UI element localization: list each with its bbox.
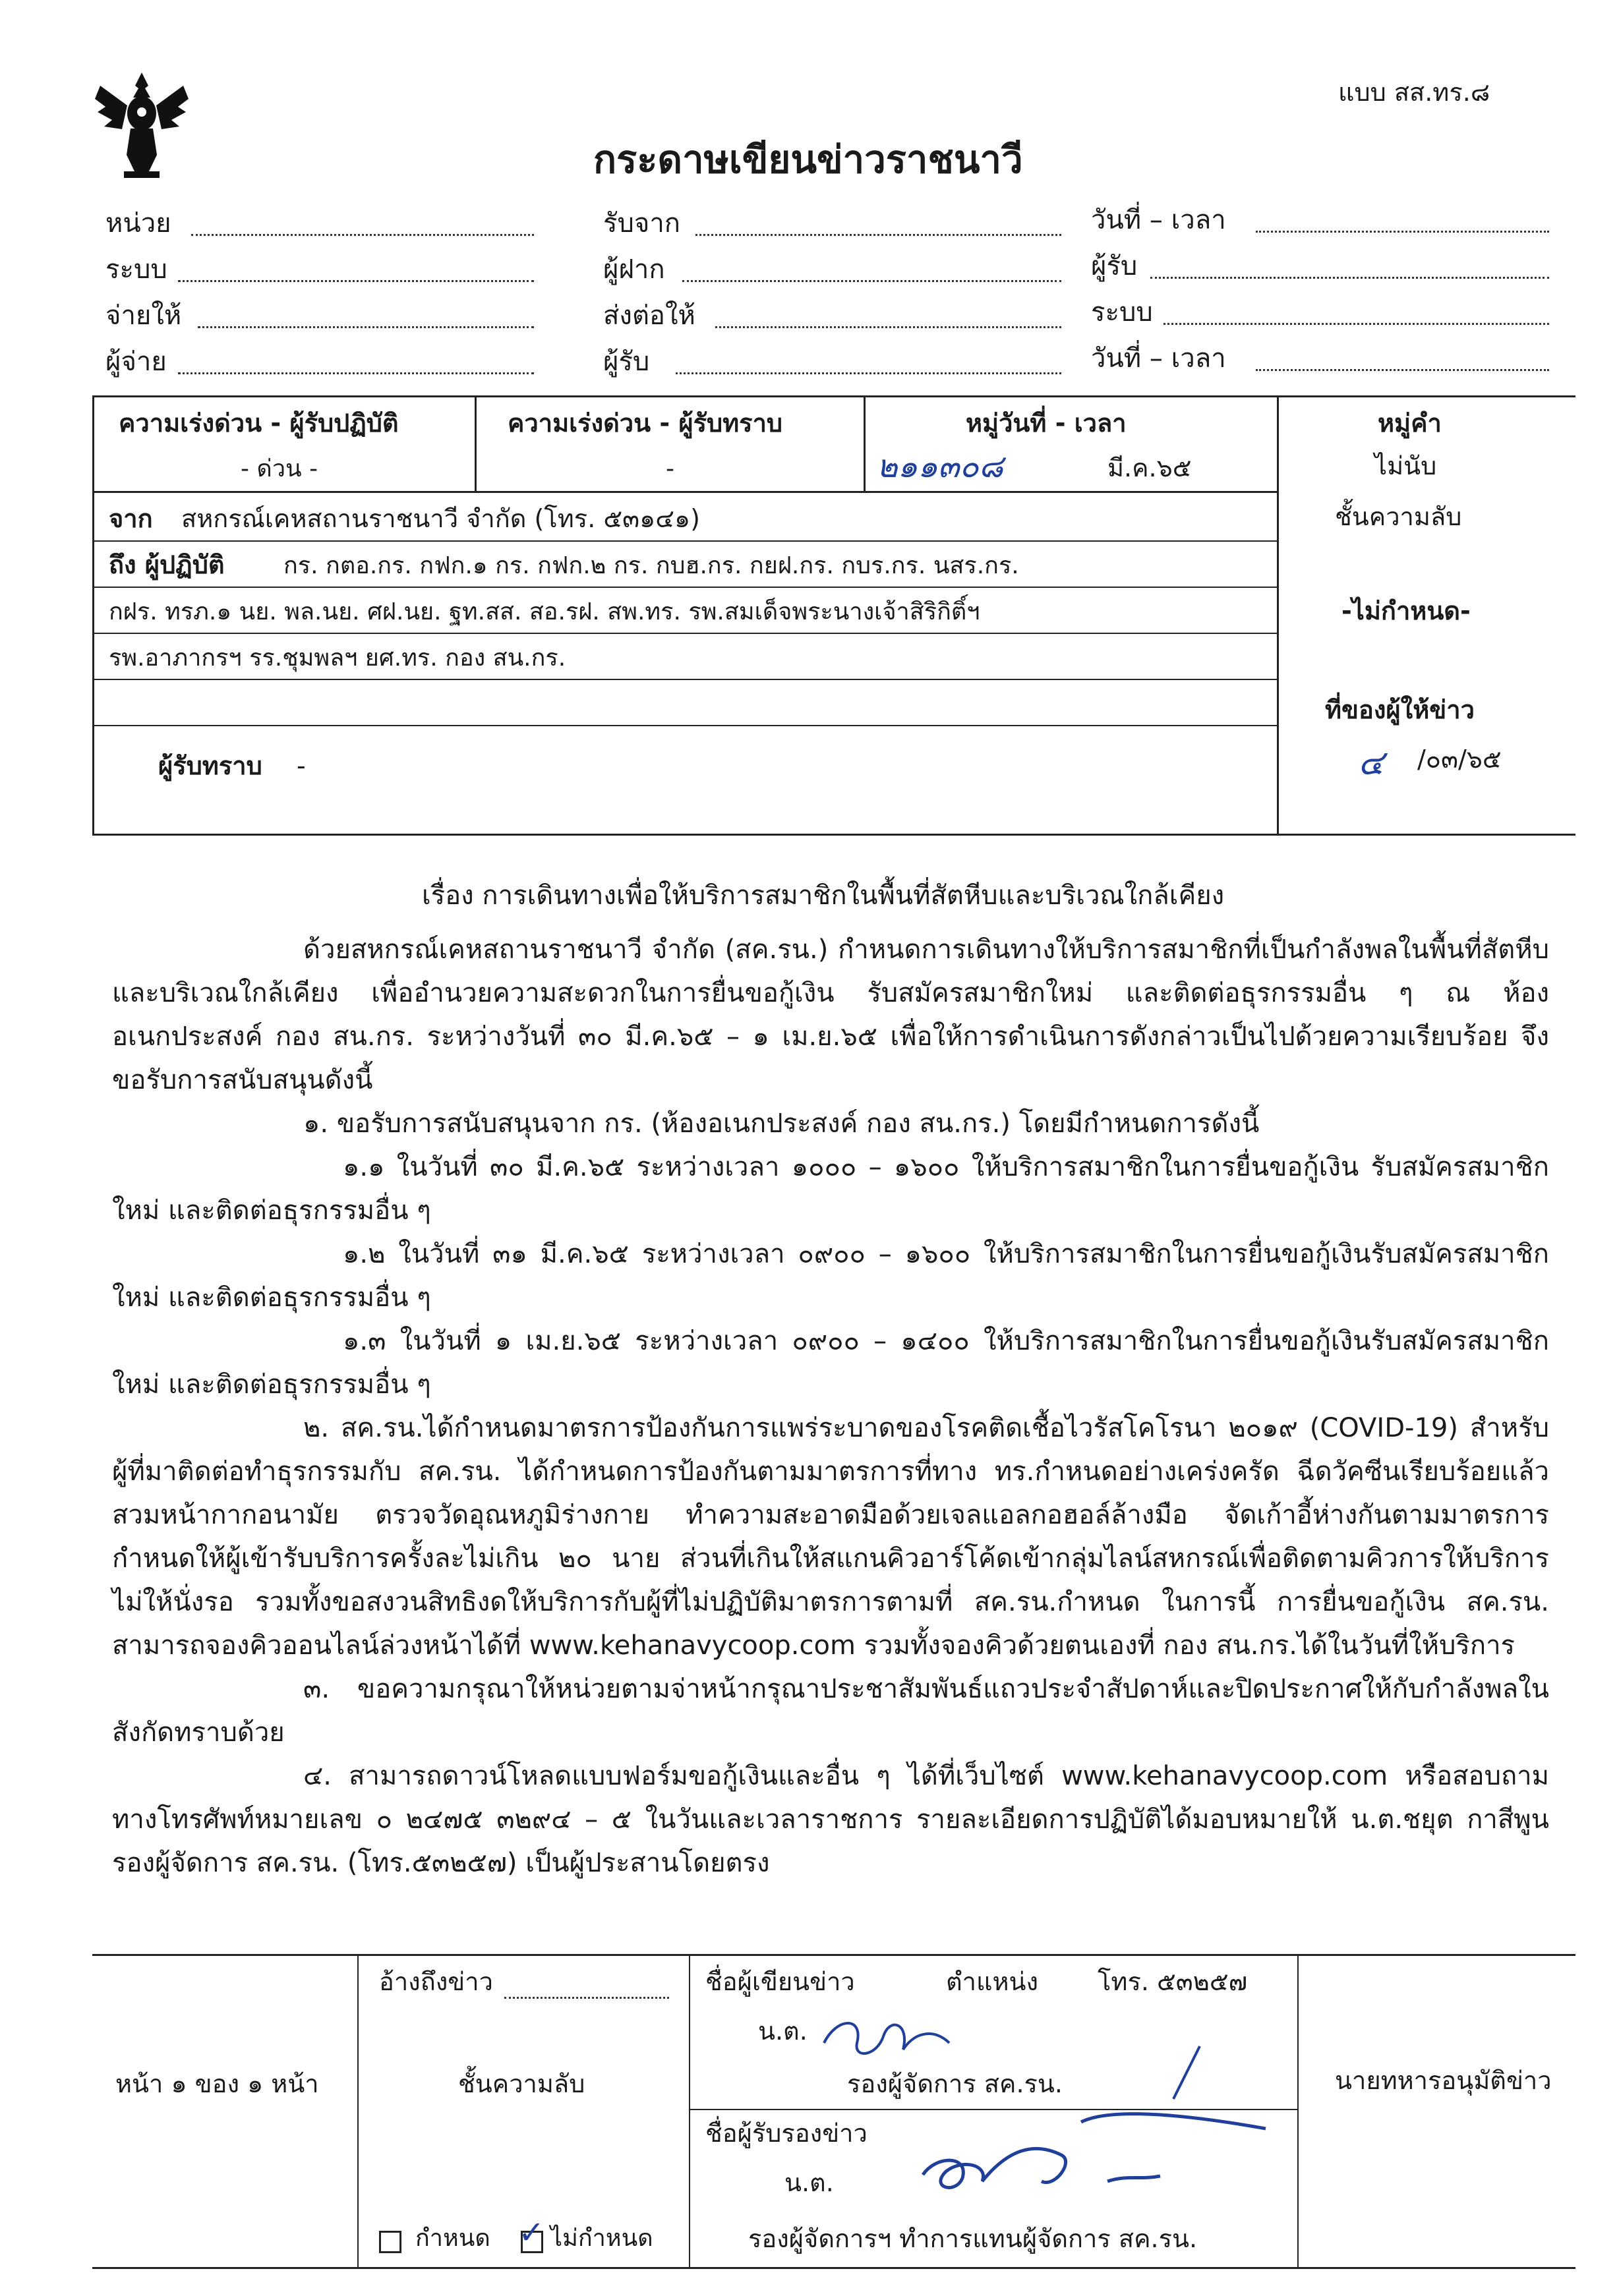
writer-phone: โทร. ๕๓๒๕๗ [1098, 1967, 1248, 1996]
field-receiver-line[interactable] [676, 372, 1061, 374]
item-4: ๔. สามารถดาวน์โหลดแบบฟอร์มขอกู้เงินและอื่น ๆ ได้ที่เว็บไซต์ www.kehanavycoop.com หรือสอบถามทางโทรศัพท์หมายเลข ๐ ๒๔๗๕ ๓๒๙๔ – ๕ ในวันและเวลาราชการ รายละเอียดการปฏิบัติได้มอบหมายให้ น.ต.ชยุต กาสีพูน รองผู้จัดการ สค.รน. (โทร.๕๓๒๕๗) เป็นผู้ประสานโดยตรง [112, 1761, 1549, 1878]
classification-label: ชั้นความลับ [1335, 502, 1462, 531]
field-forward-to-label: ส่งต่อให้ [603, 301, 695, 331]
field-payer-label: ผู้จ่าย [105, 347, 167, 377]
info-label: ผู้รับทราบ [158, 751, 262, 780]
dtg-value: ๒๑๑๓๐๘ [877, 448, 1003, 485]
field-system-label: ระบบ [105, 254, 167, 285]
reference-line[interactable] [504, 1997, 669, 1999]
field-system2-label: ระบบ [1091, 297, 1153, 328]
field-forward-to-line[interactable] [715, 326, 1061, 328]
item-1: ๑. ขอรับการสนับสนุนจาก กร. (ห้องอเนกประสงค์ กอง สน.กร.) โดยมีกำหนดการดังนี้ [303, 1108, 1260, 1139]
certifier-title: รองผู้จัดการฯ ทำการแทนผู้จัดการ สค.รน. [748, 2224, 1198, 2253]
field-payer-line[interactable] [178, 372, 534, 374]
footer-classification-label: ชั้นความลับ [458, 2069, 585, 2098]
field-system2-line[interactable] [1163, 323, 1549, 325]
writer-title: รองผู้จัดการ สค.รน. [847, 2069, 1063, 2098]
subject-line: เรื่อง การเดินทางเพื่อให้บริการสมาชิกในพื้นที่สัตหีบและบริเวณใกล้เคียง [422, 880, 1225, 911]
field-received-from-label: รับจาก [603, 208, 680, 239]
writer-name-label: ชื่อผู้เขียนข่าว [705, 1967, 855, 1996]
writer-initial-mark [1167, 2043, 1206, 2105]
to-label: ถึง ผู้ปฏิบัติ [109, 550, 225, 579]
field-datetime2-line[interactable] [1256, 369, 1549, 371]
urgency-info-label: ความเร่งด่วน - ผู้รับทราบ [508, 409, 783, 438]
undefined-option-label: ไม่กำหนด [550, 2225, 653, 2252]
dtg-month: มี.ค.๖๕ [1107, 453, 1192, 482]
urgency-info-value: - [666, 455, 674, 482]
position-label: ตำแหน่ง [946, 1967, 1039, 1996]
field-pay-to-line[interactable] [198, 326, 534, 328]
to-line-1: กร. กตอ.กร. กฟก.๑ กร. กฟก.๒ กร. กบฮ.กร. กยฝ.กร. กบร.กร. นสร.กร. [283, 552, 1019, 579]
defined-option-label: กำหนด [415, 2225, 490, 2252]
certifier-label: ชื่อผู้รับรองข่าว [705, 2119, 868, 2148]
field-recipient-label: ผู้รับ [1091, 251, 1138, 281]
item-1-2: ๑.๒ ในวันที่ ๓๑ มี.ค.๖๕ ระหว่างเวลา ๐๙๐๐ – ๑๖๐๐ ให้บริการสมาชิกในการยื่นขอกู้เงินรับสมัครสมาชิกใหม่ และติดต่อธุรกรรมอื่น ๆ [112, 1239, 1549, 1313]
field-receiver-label: ผู้รับ [603, 347, 650, 377]
item-3: ๓. ขอความกรุณาให้หน่วยตามจ่าหน้ากรุณาประชาสัมพันธ์แถวประจำสัปดาห์และปิดประกาศให้กับกำลังพลในสังกัดทราบด้วย [112, 1674, 1549, 1748]
field-depositor-label: ผู้ฝาก [603, 254, 665, 285]
classification-value: -ไม่กำหนด- [1341, 596, 1471, 625]
field-depositor-line[interactable] [682, 280, 1061, 282]
word-count-label: หมู่คำ [1378, 409, 1442, 438]
field-unit-line[interactable] [191, 234, 534, 236]
writer-signature [817, 2003, 962, 2072]
defined-checkbox[interactable] [379, 2231, 401, 2253]
page-count: หน้า ๑ ของ ๑ หน้า [115, 2069, 319, 2098]
to-line-2: กฝร. ทรภ.๑ นย. พล.นย. ศฝ.นย. ฐท.สส. สอ.รฝ. สพ.ทร. รพ.สมเด็จพระนางเจ้าสิริกิติ์ฯ [109, 598, 980, 625]
to-line-3: รพ.อาภากรฯ รร.ชุมพลฯ ยศ.ทร. กอง สน.กร. [109, 645, 566, 672]
word-count-value: ไม่นับ [1374, 451, 1437, 480]
writer-rank: น.ต. [758, 2017, 808, 2046]
field-system-line[interactable] [178, 280, 534, 282]
sender-ref-value: /๐๓/๖๕ [1417, 745, 1502, 774]
sender-ref-handwritten: ๔ [1358, 743, 1384, 783]
item-1-3: ๑.๓ ในวันที่ ๑ เม.ย.๖๕ ระหว่างเวลา ๐๙๐๐ – ๑๔๐๐ ให้บริการสมาชิกในการยื่นขอกู้เงินรับสมัครสมาชิกใหม่ และติดต่อธุรกรรมอื่น ๆ [112, 1326, 1549, 1400]
field-unit-label: หน่วย [105, 208, 171, 239]
field-pay-to-label: จ่ายให้ [105, 301, 182, 331]
item-1-1: ๑.๑ ในวันที่ ๓๐ มี.ค.๖๕ ระหว่างเวลา ๑๐๐๐ – ๑๖๐๐ ให้บริการสมาชิกในการยื่นขอกู้เงิน รับสมัครสมาชิกใหม่ และติดต่อธุรกรรมอื่น ๆ [112, 1152, 1549, 1226]
urgency-action-value: - ด่วน - [241, 455, 318, 482]
document-title: กระดาษเขียนข่าวราชนาวี [593, 137, 1023, 182]
from-value: สหกรณ์เคหสถานราชนาวี จำกัด (โทร. ๕๓๑๔๑) [181, 504, 700, 533]
from-label: จาก [109, 504, 153, 533]
sender-ref-label: ที่ของผู้ให้ข่าว [1325, 695, 1475, 724]
item-2: ๒. สค.รน.ได้กำหนดมาตรการป้องกันการแพร่ระบาดของโรคติดเชื้อไวรัสโคโรนา ๒๐๑๙ (COVID-19) สำหรับผู้ที่มาติดต่อทำธุรกรรมกับ สค.รน. ได้กำหนดการป้องกันตามมาตรการที่ทาง ทร.กำหนดอย่างเคร่งครัด ฉีดวัคซีนเรียบร้อยแล้ว สวมหน้ากากอนามัย ตรวจวัดอุณหภูมิร่างกาย ทำความสะอาดมือด้วยเจลแอลกอฮอล์ล้างมือ จัดเก้าอี้ห่างกันตามมาตรการ กำหนดให้ผู้เข้ารับบริการครั้งละไม่เกิน ๒๐ นาย ส่วนที่เกินให้สแกนคิวอาร์โค้ดเข้ากลุ่มไลน์สหกรณ์เพื่อติดตามคิวการให้บริการ ไม่ให้นั่งรอ รวมทั้งขอสงวนสิทธิงดให้บริการกับผู้ที่ไม่ปฏิบัติมาตรการตามที่ สค.รน.กำหนด ในการนี้ การยื่นขอกู้เงิน สค.รน. สามารถจองคิวออนไลน์ล่วงหน้าได้ที่ www.kehanavycoop.com รวมทั้งจองคิวด้วยตนเองที่ กอง สน.กร.ได้ในวันที่ให้บริการ [112, 1413, 1549, 1661]
garuda-emblem [92, 66, 191, 181]
field-datetime2-label: วันที่ – เวลา [1091, 343, 1226, 374]
form-code: แบบ สส.ทร.๘ [1338, 78, 1490, 107]
dtg-label: หมู่วันที่ - เวลา [966, 409, 1127, 438]
certifier-rank: น.ต. [784, 2168, 834, 2197]
field-received-from-line[interactable] [695, 234, 1061, 236]
checkmark-icon: ✓ [518, 2214, 545, 2251]
info-value: - [297, 751, 306, 780]
intro-paragraph: ด้วยสหกรณ์เคหสถานราชนาวี จำกัด (สค.รน.) กำหนดการเดินทางให้บริการสมาชิกที่เป็นกำลังพลในพื้นที่สัตหีบและบริเวณใกล้เคียง เพื่ออำนวยความสะดวกในการยื่นขอกู้เงิน รับสมัครสมาชิกใหม่ และติดต่อธุรกรรมอื่น ๆ ณ ห้องอเนกประสงค์ กอง สน.กร. ระหว่างวันที่ ๓๐ มี.ค.๖๕ – ๑ เม.ย.๖๕ เพื่อให้การดำเนินการดังกล่าวเป็นไปด้วยความเรียบร้อย จึงขอรับการสนับสนุนดังนี้ [112, 934, 1549, 1095]
reference-label: อ้างถึงข่าว [379, 1967, 493, 1996]
approver-label: นายทหารอนุมัติข่าว [1335, 2066, 1552, 2095]
field-recipient-line[interactable] [1150, 277, 1549, 279]
urgency-action-label: ความเร่งด่วน - ผู้รับปฏิบัติ [119, 409, 399, 438]
field-datetime-label: วันที่ – เวลา [1091, 205, 1226, 235]
certifier-signature [910, 2102, 1279, 2217]
field-datetime-line[interactable] [1256, 231, 1549, 233]
